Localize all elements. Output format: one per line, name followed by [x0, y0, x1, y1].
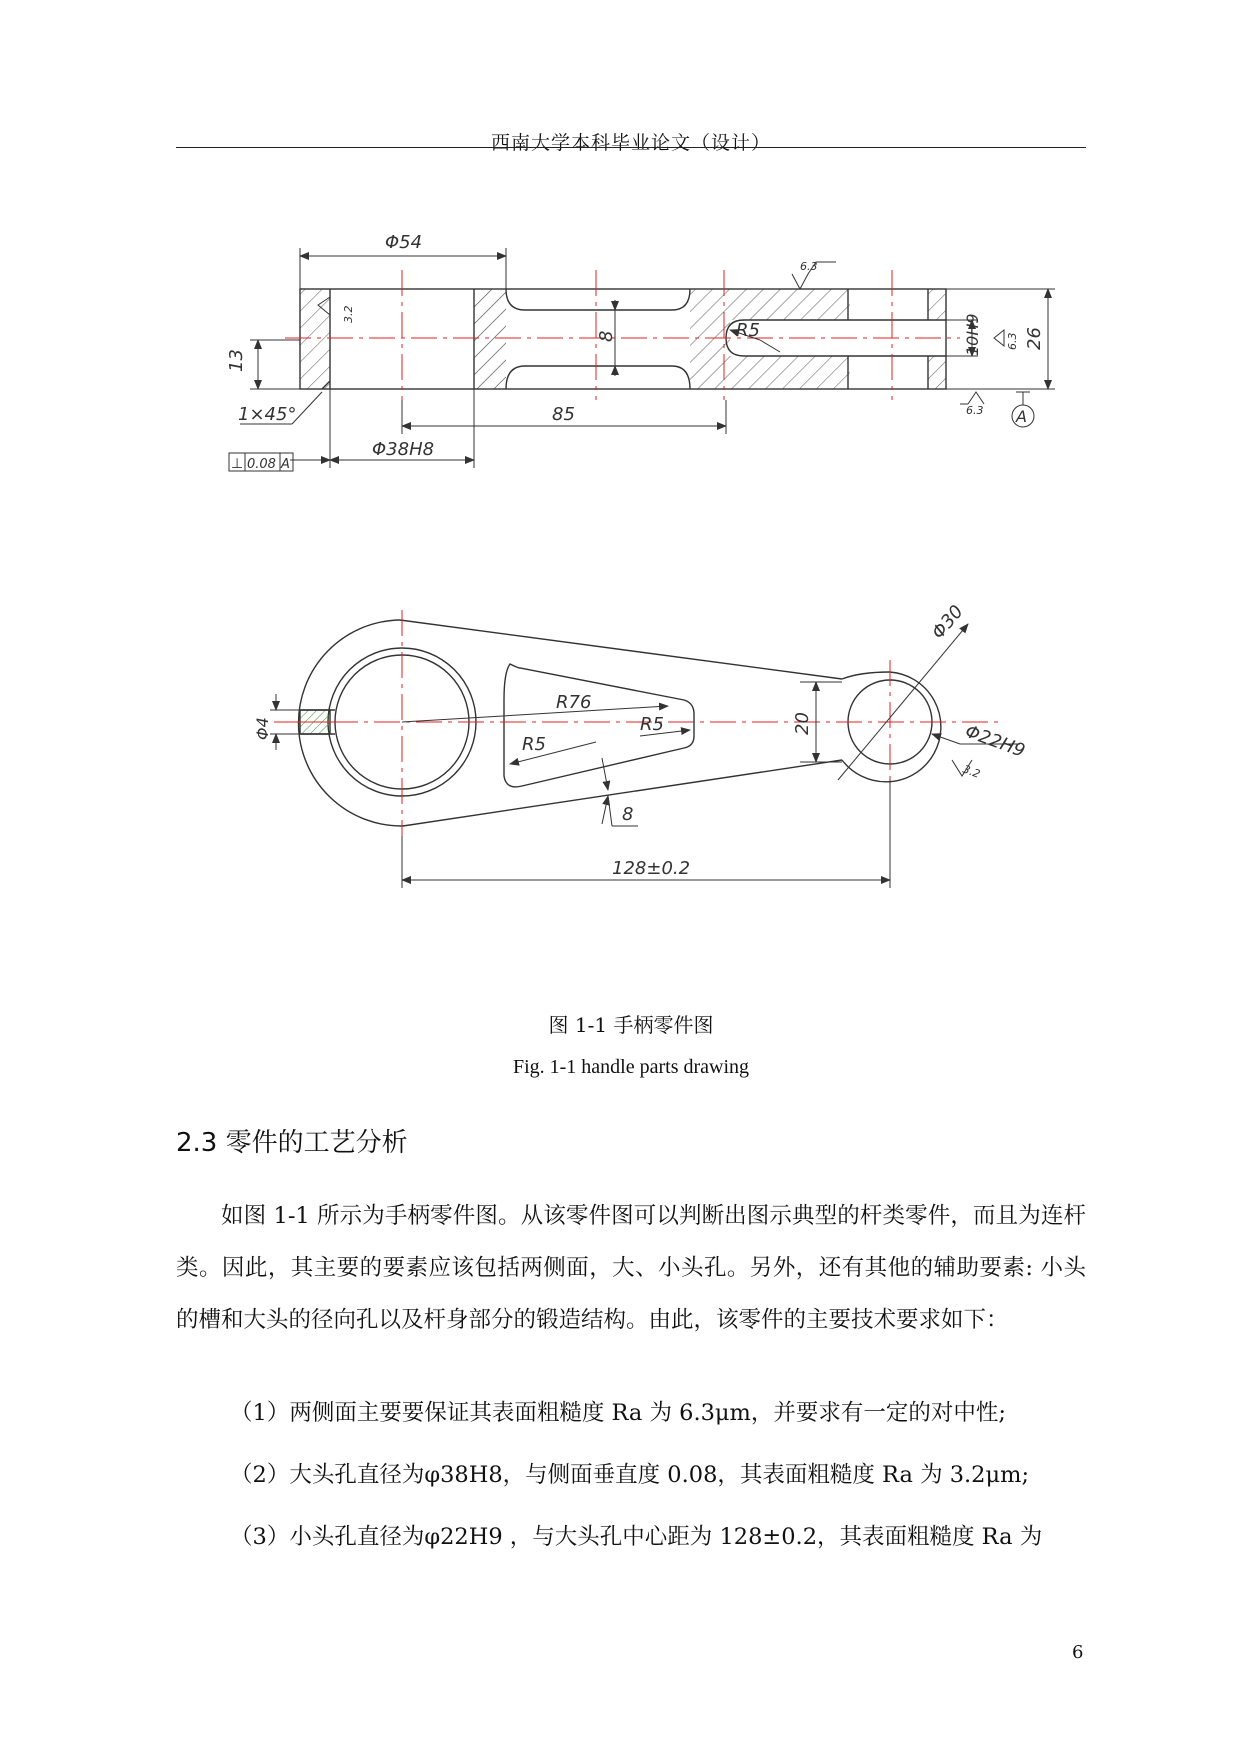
- rough-6-3-top: 6.3: [800, 260, 818, 273]
- rough-3-2-left: 3.2: [342, 305, 355, 323]
- dim-phi22h9: Φ22H9: [962, 720, 1028, 762]
- dim-128: 128±0.2: [612, 858, 691, 879]
- tol-value: 0.08: [247, 457, 276, 472]
- dim-phi54: Φ54: [385, 232, 423, 253]
- dim-8-front: 8: [622, 804, 634, 825]
- tol-datum: A: [281, 457, 290, 472]
- dim-phi30: Φ30: [927, 601, 968, 644]
- front-centerlines: [274, 610, 1000, 836]
- front-dimension-lines: [270, 624, 1020, 888]
- front-view: [298, 620, 940, 826]
- front-dimension-text: [253, 601, 1028, 879]
- top-section-view: [300, 289, 946, 389]
- figure-caption-en: Fig. 1-1 handle parts drawing: [512, 1056, 750, 1078]
- dim-10h9: 10H9: [963, 313, 982, 356]
- dim-chamfer: 1×45°: [238, 404, 297, 425]
- rough-3-2-small: 3.2: [960, 762, 982, 781]
- figure-caption-zh: 图 1-1 手柄零件图: [548, 1013, 714, 1037]
- datum-a: A: [1016, 407, 1027, 426]
- top-dimension-text: [226, 232, 1045, 472]
- list-item: （3）小头孔直径为φ22H9 ，与大头孔中心距为 128±0.2，其表面粗糙度 Ra 为: [230, 1524, 1043, 1550]
- section-heading: 2.3 零件的工艺分析: [176, 1128, 408, 1158]
- list-item: （1）两侧面主要要保证其表面粗糙度 Ra 为 6.3μm，并要求有一定的对中性;: [230, 1400, 1006, 1426]
- rough-6-3-slot: 6.3: [1006, 332, 1019, 350]
- dim-26: 26: [1024, 327, 1045, 350]
- rough-6-3-bottom: 6.3: [966, 404, 984, 417]
- dim-phi38h8: Φ38H8: [372, 439, 435, 460]
- dim-20: 20: [792, 712, 813, 735]
- page-number: 6: [1072, 1642, 1084, 1663]
- tol-symbol: ⊥: [231, 456, 244, 472]
- dim-slot-r5: R5: [736, 320, 760, 341]
- body-paragraph: 如图 1-1 所示为手柄零件图。从该零件图可以判断出图示典型的杆类零件，而且为连杆类。因此，其主要的要素应该包括两侧面，大、小头孔。另外，还有其他的辅助要素: 小头的槽和大头的径向孔以及杆身部分的锻造结构。由此，该零件的主要技术要求如下：: [176, 1203, 1086, 1333]
- list-item: （2）大头孔直径为φ38H8，与侧面垂直度 0.08，其表面粗糙度 Ra 为 3.2μm;: [230, 1462, 1030, 1488]
- running-header: 西南大学本科毕业论文（设计）: [490, 132, 771, 154]
- dim-r5-right: R5: [640, 714, 664, 735]
- dim-r76: R76: [556, 692, 592, 713]
- dim-web-8: 8: [596, 330, 617, 342]
- dim-13: 13: [226, 349, 247, 372]
- dim-phi4: Φ4: [253, 717, 272, 740]
- dim-r5-left: R5: [522, 734, 546, 755]
- dim-85: 85: [552, 404, 575, 425]
